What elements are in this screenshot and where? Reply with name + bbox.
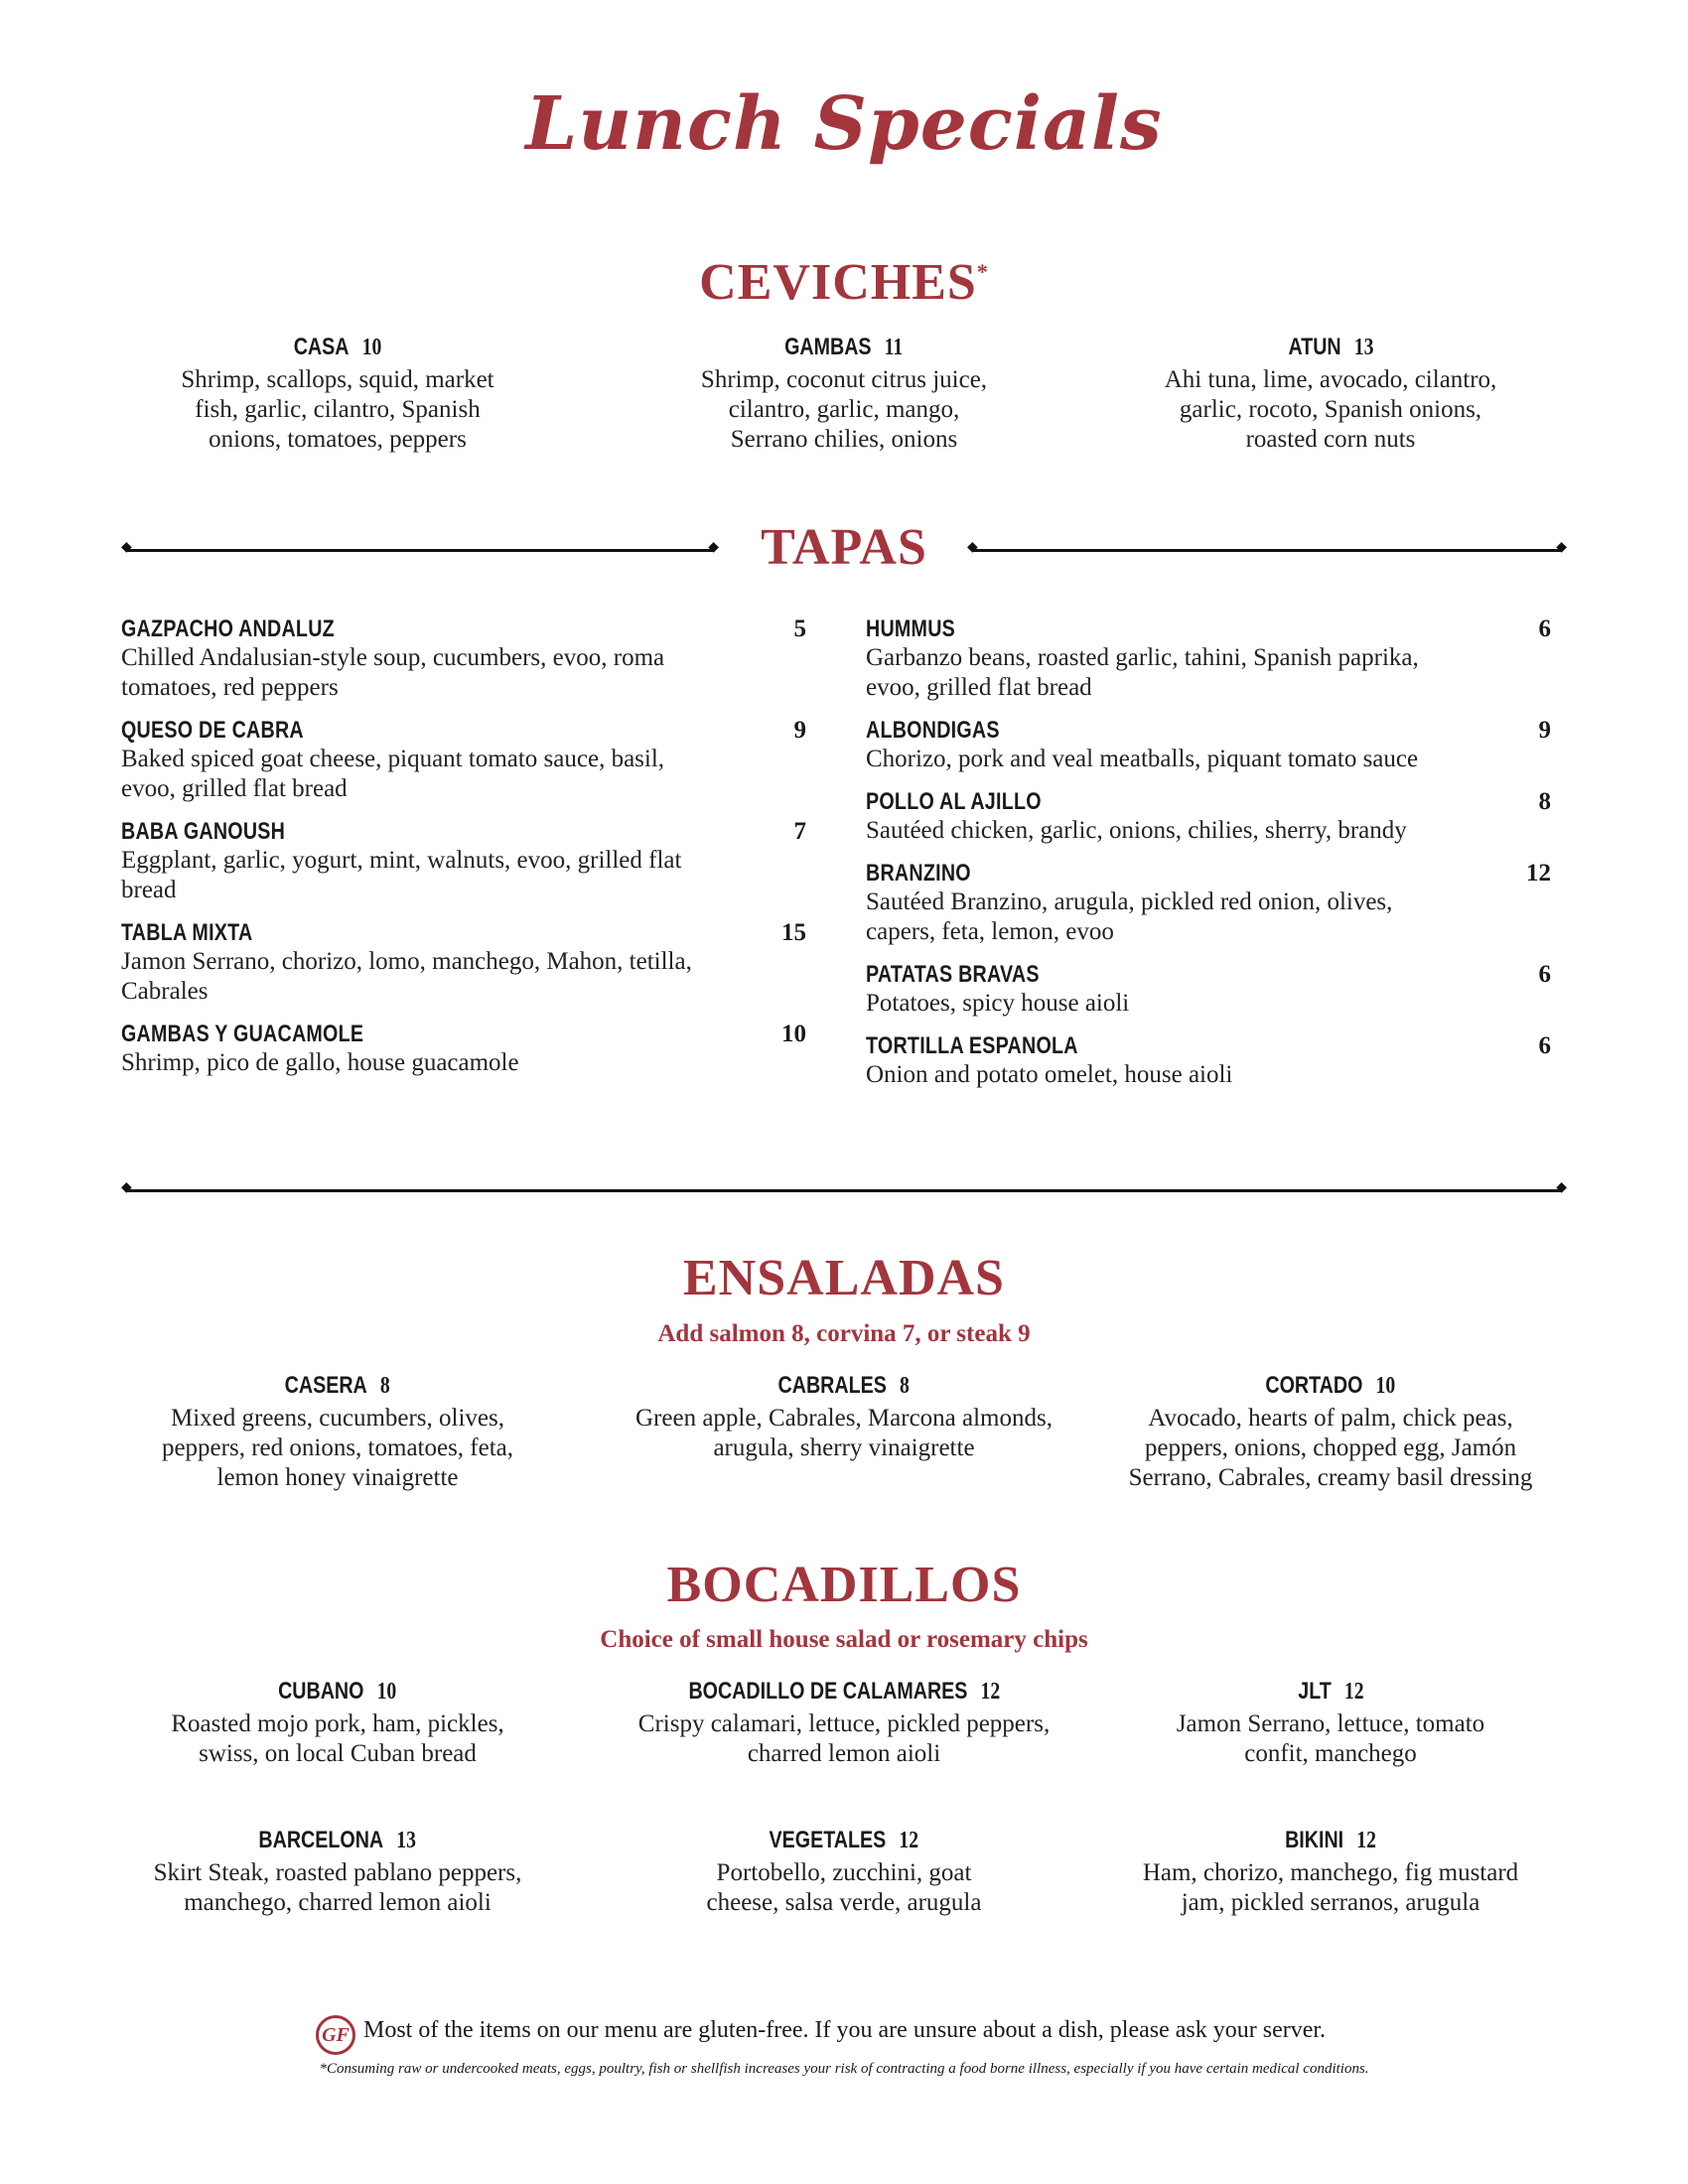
item-description: Ahi tuna, lime, avocado, cilantro, xyxy=(1164,366,1497,393)
item-price: 12 xyxy=(1343,1679,1364,1705)
item-description: Serrano chilies, onions xyxy=(730,426,958,453)
item-description: Jamon Serrano, chorizo, lomo, manchego, Mahon, tetilla, Cabrales xyxy=(121,948,692,1005)
item-name: POLLO AL AJILLO xyxy=(866,788,1042,815)
item-name: GAMBAS Y GUACAMOLE xyxy=(121,1021,364,1047)
item-name: PATATAS BRAVAS xyxy=(866,961,1040,988)
item-price: 10 xyxy=(361,335,382,360)
item-description: manchego, charred lemon aioli xyxy=(184,1889,492,1916)
item-description: swiss, on local Cuban bread xyxy=(199,1740,477,1767)
item-description: Mixed greens, cucumbers, olives, xyxy=(170,1405,505,1432)
gluten-free-logo-icon: GF xyxy=(316,2015,355,2055)
item-name: TORTILLA ESPANOLA xyxy=(866,1032,1078,1059)
tapas-item xyxy=(121,717,806,804)
tapas-heading: TAPAS xyxy=(761,519,927,576)
item-description: onions, tomatoes, peppers xyxy=(209,426,467,453)
item-description: Onion and potato omelet, house aioli xyxy=(866,1061,1233,1088)
item-description: roasted corn nuts xyxy=(1245,426,1416,453)
ceviches-heading-text: CEVICHES xyxy=(699,254,977,311)
item-description: Avocado, hearts of palm, chick peas, xyxy=(1148,1405,1513,1432)
item-name: ALBONDIGAS xyxy=(866,717,1000,744)
item-description: Chorizo, pork and veal meatballs, piquant tomato sauce xyxy=(866,746,1419,772)
item-price: 6 xyxy=(1538,1032,1551,1059)
menu-item xyxy=(1092,1827,1569,1918)
menu-item xyxy=(1092,1372,1569,1493)
item-price: 11 xyxy=(884,335,904,360)
item-price: 6 xyxy=(1538,615,1551,642)
item-price: 9 xyxy=(793,717,806,744)
item-price: 12 xyxy=(1356,1828,1376,1853)
item-name: CASERA 8 xyxy=(284,1372,391,1399)
menu-item xyxy=(99,1827,576,1918)
item-description: charred lemon aioli xyxy=(747,1740,941,1767)
item-description: Sautéed Branzino, arugula, pickled red onion, olives, capers, feta, lemon, evoo xyxy=(866,888,1393,945)
menu-item xyxy=(606,1372,1082,1463)
item-description: Shrimp, coconut citrus juice, xyxy=(700,366,988,393)
item-name: JLT 12 xyxy=(1297,1678,1364,1705)
item-name: QUESO DE CABRA xyxy=(121,717,304,744)
tapas-left-column xyxy=(121,615,806,1092)
item-price: 15 xyxy=(781,919,806,946)
item-description: confit, manchego xyxy=(1244,1740,1417,1767)
item-name: BIKINI 12 xyxy=(1285,1827,1376,1853)
tapas-right-column xyxy=(866,615,1551,1104)
item-price: 8 xyxy=(380,1373,391,1399)
item-price: 10 xyxy=(376,1679,397,1705)
item-description: Roasted mojo pork, ham, pickles, xyxy=(171,1710,504,1737)
item-description: Skirt Steak, roasted pablano peppers, xyxy=(153,1859,522,1886)
item-description: Green apple, Cabrales, Marcona almonds, xyxy=(635,1405,1053,1432)
item-description: arugula, sherry vinaigrette xyxy=(713,1434,975,1461)
tapas-item xyxy=(866,961,1551,1019)
item-price: 12 xyxy=(1526,860,1551,887)
tapas-item xyxy=(866,615,1551,703)
menu-item xyxy=(606,334,1082,455)
item-description: Serrano, Cabrales, creamy basil dressing xyxy=(1128,1464,1533,1491)
tapas-item xyxy=(121,615,806,703)
item-name: BABA GANOUSH xyxy=(121,818,286,845)
raw-warning-mark: * xyxy=(976,259,989,284)
tapas-item xyxy=(121,818,806,905)
item-name: CASA 10 xyxy=(293,334,382,360)
tapas-item xyxy=(866,717,1551,774)
item-price: 8 xyxy=(1538,788,1551,815)
bocadillos-subtitle: Choice of small house salad or rosemary chips xyxy=(600,1626,1088,1653)
item-description: lemon honey vinaigrette xyxy=(216,1464,459,1491)
item-price: 6 xyxy=(1538,961,1551,988)
menu-title: Lunch Specials xyxy=(525,81,1163,167)
item-name: ATUN 13 xyxy=(1288,334,1373,360)
item-description: peppers, red onions, tomatoes, feta, xyxy=(161,1434,514,1461)
item-description: Baked spiced goat cheese, piquant tomato sauce, basil, evoo, grilled flat bread xyxy=(121,746,665,802)
item-description: Crispy calamari, lettuce, pickled peppers, xyxy=(637,1710,1051,1737)
item-description: Sautéed chicken, garlic, onions, chilies, sherry, brandy xyxy=(866,817,1407,844)
item-description: Garbanzo beans, roasted garlic, tahini, Spanish paprika, evoo, grilled flat bread xyxy=(866,644,1419,701)
item-description: cheese, salsa verde, arugula xyxy=(706,1889,982,1916)
item-price: 10 xyxy=(781,1021,806,1047)
item-description: Shrimp, pico de gallo, house guacamole xyxy=(121,1049,519,1076)
item-price: 12 xyxy=(899,1828,919,1853)
item-description: Potatoes, spicy house aioli xyxy=(866,990,1130,1017)
menu-item xyxy=(99,1678,576,1769)
item-name: TABLA MIXTA xyxy=(121,919,253,946)
bocadillos-heading: BOCADILLOS xyxy=(666,1557,1022,1613)
item-price: 5 xyxy=(793,615,806,642)
item-description: Jamon Serrano, lettuce, tomato xyxy=(1176,1710,1485,1737)
menu-item xyxy=(606,1827,1082,1918)
divider xyxy=(973,549,1561,552)
item-price: 13 xyxy=(1353,335,1373,360)
item-name: BOCADILLO DE CALAMARES 12 xyxy=(688,1678,1000,1705)
tapas-item xyxy=(121,919,806,1007)
item-description: fish, garlic, cilantro, Spanish xyxy=(195,396,481,423)
item-name: HUMMUS xyxy=(866,615,956,642)
menu-item xyxy=(99,334,576,455)
item-description: peppers, onions, chopped egg, Jamón xyxy=(1144,1434,1517,1461)
tapas-item xyxy=(866,788,1551,846)
disclaimer: *Consuming raw or undercooked meats, eggs, poultry, fish or shellfish increases your risk of contracting a food borne illness, especially if you have certain medical conditions. xyxy=(319,2061,1369,2077)
tapas-item xyxy=(121,1021,806,1078)
item-name: GAMBAS 11 xyxy=(784,334,904,360)
item-description: Shrimp, scallops, squid, market xyxy=(181,366,494,393)
item-description: Ham, chorizo, manchego, fig mustard xyxy=(1142,1859,1519,1886)
item-description: Chilled Andalusian-style soup, cucumbers, evoo, roma tomatoes, red peppers xyxy=(121,644,665,701)
item-price: 13 xyxy=(396,1828,417,1853)
item-description: garlic, rocoto, Spanish onions, xyxy=(1179,396,1482,423)
divider xyxy=(127,1189,1561,1192)
tapas-item xyxy=(866,860,1551,947)
menu-item xyxy=(99,1372,576,1493)
gluten-free-note: Most of the items on our menu are gluten-free. If you are unsure about a dish, please ask your server. xyxy=(363,2017,1327,2043)
menu-item xyxy=(1092,1678,1569,1769)
item-name: CABRALES 8 xyxy=(777,1372,911,1399)
item-price: 9 xyxy=(1538,717,1551,744)
menu-item xyxy=(606,1678,1082,1769)
item-name: VEGETALES 12 xyxy=(769,1827,919,1853)
item-price: 8 xyxy=(900,1373,911,1399)
menu-item xyxy=(1092,334,1569,455)
tapas-item xyxy=(866,1032,1551,1090)
item-description: jam, pickled serranos, arugula xyxy=(1181,1889,1480,1916)
item-price: 7 xyxy=(793,818,806,845)
ensaladas-subtitle: Add salmon 8, corvina 7, or steak 9 xyxy=(657,1320,1031,1347)
item-description: cilantro, garlic, mango, xyxy=(728,396,960,423)
ceviches-heading xyxy=(0,253,1688,312)
item-description: Eggplant, garlic, yogurt, mint, walnuts, evoo, grilled flat bread xyxy=(121,847,682,903)
item-name: BARCELONA 13 xyxy=(258,1827,417,1853)
item-name: BRANZINO xyxy=(866,860,971,887)
item-name: CUBANO 10 xyxy=(278,1678,397,1705)
item-description: Portobello, zucchini, goat xyxy=(716,1859,972,1886)
item-name: CORTADO 10 xyxy=(1265,1372,1396,1399)
divider xyxy=(127,549,713,552)
item-price: 12 xyxy=(980,1679,1000,1705)
item-price: 10 xyxy=(1375,1373,1396,1399)
ensaladas-heading: ENSALADAS xyxy=(683,1250,1005,1306)
item-name: GAZPACHO ANDALUZ xyxy=(121,615,335,642)
